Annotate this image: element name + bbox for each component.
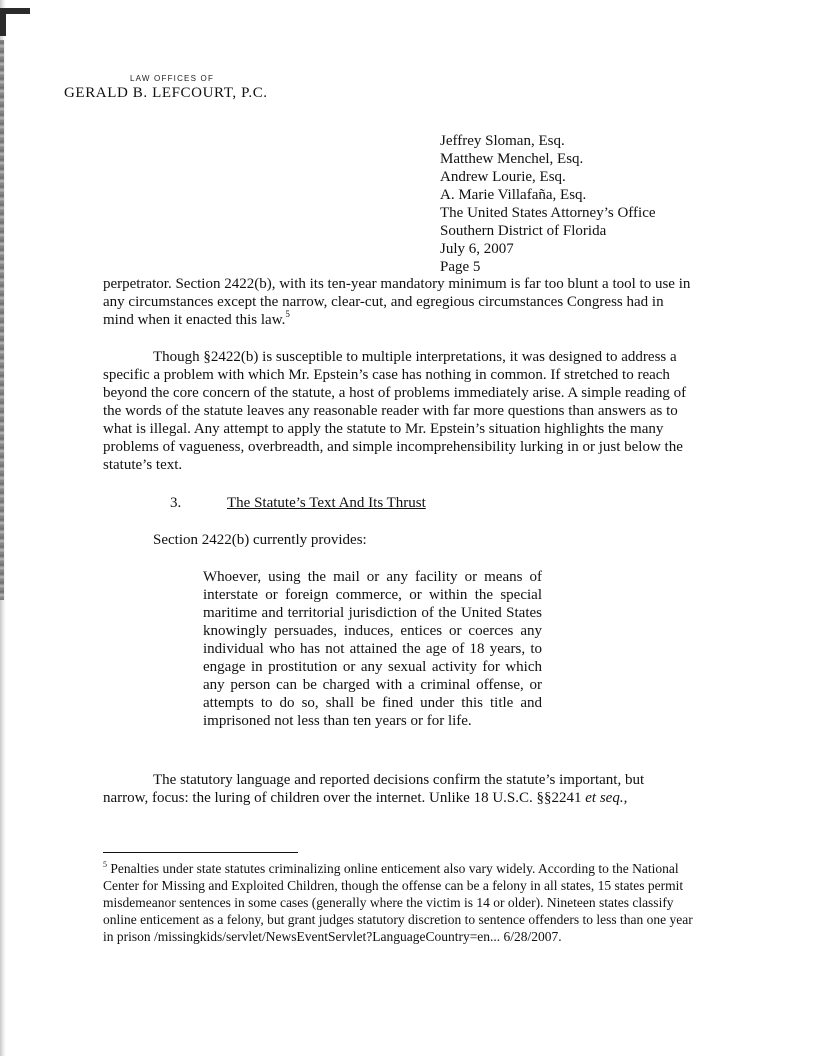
- footnote: [103, 860, 703, 945]
- paragraph-text: The statutory language and reported decisions confirm the statute’s important, but narrow, focus: the luring of children over the internet. Unlike 18 U.S.C. §§2241: [103, 772, 645, 806]
- addressee-line: Andrew Lourie, Esq.: [440, 169, 566, 185]
- scan-edge-strip: [0, 40, 4, 600]
- body-paragraph-2: Though §2422(b) is susceptible to multiple interpretations, it was designed to address a specific a problem with which Mr. Epstein’s case has nothing in common. If stretched to reach beyond the core concern of the statute, a host of problems immediately arise. A simple reading of the words of the statute leaves any reasonable reader with far more questions than answers as to what is illegal. Any attempt to apply the statute to Mr. Epstein’s situation highlights the many problems of vagueness, overbreadth, and simple incomprehensibility lurking in or just below the statute’s text.: [103, 349, 687, 473]
- letterhead-firm-name: GERALD B. LEFCOURT, P.C.: [64, 85, 268, 101]
- body-paragraph-1: [103, 275, 693, 329]
- paragraph-text-end: ,: [623, 790, 628, 806]
- body-paragraph-3: [103, 771, 693, 807]
- footnote-reference: 5: [285, 309, 290, 319]
- addressee-line: A. Marie Villafaña, Esq.: [440, 187, 587, 203]
- addressee-line: Jeffrey Sloman, Esq.: [440, 133, 565, 149]
- letter-date: July 6, 2007: [440, 241, 514, 257]
- citation-italic: et seq.: [585, 790, 624, 806]
- addressee-line: The United States Attorney’s Office: [440, 205, 656, 221]
- addressee-block: [440, 132, 656, 276]
- section-number: 3.: [170, 495, 182, 511]
- page-number: Page 5: [440, 259, 481, 275]
- footnote-marker: 5: [103, 860, 107, 869]
- footnote-text: Penalties under state statutes criminalizing online enticement also vary widely. According to the National Center for Missing and Exploited Children, though the offense can be a felony in all states, 15 states permit misdemeanor sentences in some cases (generally where the victim is 14 or older). Nineteen states classify online enticement as a felony, but grant judges statutory discretion to sentence offenders to less than one year in prison /missingkids/servlet/NewsEventServlet?LanguageCountry=en... 6/28/2007.: [103, 861, 693, 944]
- addressee-line: Matthew Menchel, Esq.: [440, 151, 584, 167]
- letterhead-label: LAW OFFICES OF: [130, 74, 215, 83]
- section-heading: [170, 494, 426, 512]
- footnote-divider: [103, 852, 298, 853]
- statute-block-quote: Whoever, using the mail or any facility or means of interstate or foreign commerce, or within the special maritime and territorial jurisdiction of the United States knowingly persuades, induces, entices or coerces any individual who has not attained the age of 18 years, to engage in prostitution or any sexual activity for which any person can be charged with a criminal offense, or attempts to do so, shall be fined under this title and imprisoned not less than ten years or for life.: [203, 569, 542, 729]
- addressee-line: Southern District of Florida: [440, 223, 607, 239]
- scan-corner-mark-vertical: [0, 8, 6, 36]
- statute-intro: Section 2422(b) currently provides:: [153, 532, 367, 548]
- paragraph-text: perpetrator. Section 2422(b), with its ten-year mandatory minimum is far too blunt a tool to use in any circumstances except the narrow, clear-cut, and egregious circumstances Congress had in mind when it enacted this law.: [103, 276, 691, 328]
- section-title: The Statute’s Text And Its Thrust: [227, 495, 426, 511]
